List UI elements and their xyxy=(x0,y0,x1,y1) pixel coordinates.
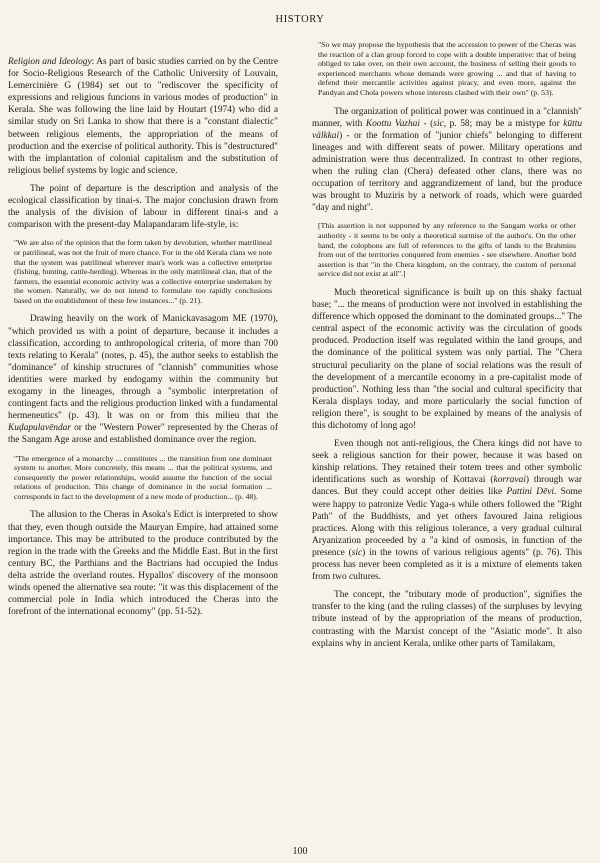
paragraph-text: Even though not anti-religious, the Chera kings did not have to seek a religious sanction for their power, because it was based on kinship relations. They retained their totem trees and other symbolic identifications such as worship of Kottavai ( xyxy=(312,439,582,486)
paragraph-text: Drawing heavily on the work of Manickavasagom ME (1970), "which provided us with a point of departure, because it includes a classification, according to anthropological criteria, of more than 700 texts relating to Kerala" (notes, p. 45), the author seeks to establish the "dominance" of kinship structures of "clannish" communities whose identities were marked by endogamy within the community but exogamy in the lineages, through a "symbolic interpretation of contingent facts and the religious production linked with a fundamental hermeneutics" (p. 43). It was on or from this milieu that the xyxy=(8,314,278,422)
italic-term: Pattini Dēvi xyxy=(506,487,555,498)
paragraph-text: : As part of basic studies carried on by the Centre for Socio-Religious Research of the Catholic University of Louvain, Lemercinière G (1984) set out to "rediscover the specificity of expressions and religious funcions in various modes of production" in Kerala. She was following the line laid by Houtart (1974) who did a similar study on Sri Lanka to show that there is a "constant dialectic" between religious elements, the appropriation of the means of production and the exercise of political authority. This is "destructured" with the implantation of colonial capitalism and the substitution of religious belief systems by logic and science. xyxy=(8,57,278,176)
block-quote: "The emergence of a monarchy ... constitutes ... the transition from one dominant system to another. More concretely, this means ... that the political systems, and consequently the power relationships, would assume the function of the social relations of production. This change of dominance in the social formation ... corresponds in fact to the development of a new mode of production... (p. 48). xyxy=(14,453,272,501)
italic-term: Koottu Vazhai xyxy=(365,118,420,129)
paragraph-text: . Some were happy to patronize Vedic Yaga-s while others followed the "Right Path" of the Buddhists, and yet others favoured Jaina religious practices. Along with this religious tolerance, a very gradual cultural Aryanization proceeded by a "a kind of osmosis, in function of the presence ( xyxy=(312,487,583,558)
paragraph-asoka-edict: The allusion to the Cheras in Asoka's Edict is interpreted to show that they, even though outside the Mauryan Empire, had attained some importance. This may be attributed to the produce contributed by the region in the trade with the Greeks and the Middle East. But in the first century BC, the Parthians and the Bactrians had occupied the Indus delta astride the overland routes. Hypallos' discovery of the monsoon winds opened the alternative sea route: "it was this displacement of the commercial pole in India which introduced the Cheras into the forefront of the international economy" (pp. 51-52). xyxy=(8,510,278,618)
section-lead: Religion and Ideology xyxy=(8,57,92,67)
page-number: 100 xyxy=(292,846,308,857)
italic-term: korravai xyxy=(493,475,526,486)
paragraph-text: , p. 58; may be a mistype for xyxy=(443,118,564,129)
paragraph-text: or the "Western Power" represented by the Cheras of the Sangam Age arose and established dominance over the region. xyxy=(8,423,278,446)
paragraph-text: ) through war dances. But they could accept other deities like xyxy=(312,475,582,498)
paragraph-text: The organization of political power was continued in a "clannish" manner, with xyxy=(312,106,582,129)
italic-term: Kuḍapulavēndar xyxy=(8,423,72,434)
paragraph-manickavasagom xyxy=(8,313,278,446)
block-quote: "We are also of the opinion that the form taken by devolution, whether matrilineal or patrilineal, was not the fruit of mere chance. For in the old Kerala clans we note that the system was patrilineal wherever man's work was a collective enterprise (fishing, hunting, cattle-herding). Whereas in the only matrilineal clan, that of the farmers, the essential economic activity was a collective enterprise undertaken by the women. Naturally, we do not intend to formulate too rapidly conclusions based on the establishment of these few instances..." (p. 21). xyxy=(14,238,272,305)
paragraph-tributary-mode: The concept, the "tributary mode of production", signifies the transfer to the king (and the ruling classes) of the surpluses by levying tribute instead of by the appropriation of the means of production, contrasting with the Marxist concept of the "Asiatic mode". It also explains why in ancient Kerala, unlike other parts of Tamilakam, xyxy=(312,590,582,649)
running-header: HISTORY xyxy=(275,14,325,25)
paragraph-political-organization xyxy=(312,106,582,215)
italic-term: sic xyxy=(433,118,444,129)
right-column xyxy=(312,40,582,650)
italic-term: kūttu välkkai xyxy=(312,118,583,141)
paragraph-text: - ( xyxy=(419,118,434,129)
italic-term: sic xyxy=(351,547,363,558)
paragraph-theoretical-significance: Much theoretical significance is built up on this shaky factual base; "... the means of production were not involved in establishing the difference which opposed the dominant to the dominated groups..." The central aspect of the economic activity was the circulation of goods produced. Production itself was regulated within the land groups, and the dominance of the political system was only partial. The "Chera structural peculiarity on the plane of social relations was the result of the development of a mercantile economy in a pre-capitalist mode of production". Nothing less than "the social and cultural specificity that Kerala displays today, and more particularly the social function of religion there", is sought to be explained by means of the analysis of this dichotomy of long ago! xyxy=(312,287,582,431)
paragraph-point-of-departure: The point of departure is the description and analysis of the ecological classification by tinai-s. The major conclusion drawn from the analysis of the division of labour in different tinai-s and a comparison with the present-day Malapandaram life-style, is: xyxy=(8,183,278,231)
left-column xyxy=(8,56,278,618)
editorial-note: [This assertion is not supported by any reference to the Sangam works or other authority - it seems to be only a theoretical surmise of the author's. On the other hand, the colophons are full of references to the gifts of lands to the Brahmins from out of the territories conquered from enemies - see elsewhere. Another bold assertion is that "in the Chera kingdom, on the contrary, the custom of personal service did not exist at all".] xyxy=(318,221,576,279)
paragraph-religion-ideology xyxy=(8,56,278,177)
paragraph-text: ) - or the formation of "junior chiefs" belonging to different lineages and with different seats of power. Military operations and administration were thus decentralized. In contrast to other regions, when the ruling clan (Chera) defeated other clans, there was no occupation of territory and aggrandizement of land, but the produce was brought to Muziris by a network of roads, which were guarded "day and night". xyxy=(312,130,582,214)
block-quote: "So we may propose the hypothesis that the accession to power of the Cheras was the reaction of a clan group forced to cope with a double imperative: that of being obliged to take over, on their own account, the business of selling their goods to experienced merchants whose demands were growing ... and that of having to defend their mercantile activities against piracy, and even more, against the Pandyan and Chola powers whose interests clashed with their own" (p. 53). xyxy=(318,40,576,97)
paragraph-text: ) in the towns of various religious agents" (p. 76). This process has never been completed as it is a mixture of elements taken from two cultures. xyxy=(312,547,582,583)
paragraph-chera-kings xyxy=(312,438,582,583)
